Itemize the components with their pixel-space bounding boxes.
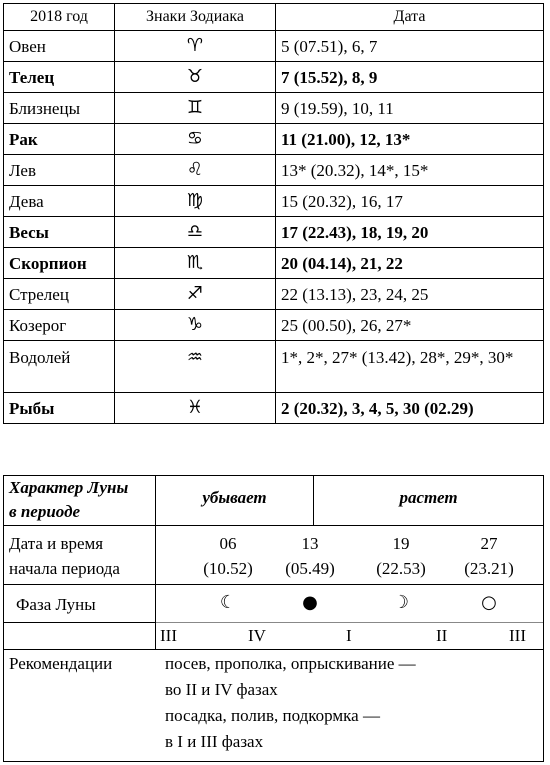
scorpio-icon: ♏	[115, 248, 276, 279]
date-label-line1: Дата и время	[9, 534, 104, 553]
period-time: (22.53)	[376, 559, 426, 578]
sign-dates: 5 (07.51), 6, 7	[276, 31, 544, 62]
leo-icon: ♌	[115, 155, 276, 186]
zodiac-table	[3, 3, 544, 424]
sign-name: Рыбы	[4, 393, 115, 424]
period-time: (23.21)	[464, 559, 514, 578]
capricorn-icon: ♑	[115, 310, 276, 341]
new-moon-icon: ●	[302, 592, 318, 613]
waxing-label: растет	[399, 488, 458, 507]
moon-character-label-line2: в периоде	[9, 502, 81, 521]
divider	[4, 525, 543, 526]
sign-name: Козерог	[4, 310, 115, 341]
waning-label: убывает	[202, 488, 267, 507]
phase-number: I	[346, 626, 352, 645]
header-signs: Знаки Зодиака	[115, 4, 276, 31]
period-day: 13	[301, 534, 319, 553]
libra-icon: ♎	[115, 217, 276, 248]
date-label-line2: начала периода	[9, 559, 120, 578]
header-date: Дата	[276, 4, 544, 31]
sign-name: Весы	[4, 217, 115, 248]
moon-character-label-line1: Характер Луны	[9, 478, 129, 497]
recommendation-line: посадка, полив, подкормка —	[165, 706, 380, 725]
sign-dates: 20 (04.14), 21, 22	[276, 248, 544, 279]
table-row	[4, 248, 544, 279]
sign-name: Водолей	[4, 341, 115, 393]
table-row	[4, 393, 544, 424]
virgo-icon: ♍	[115, 186, 276, 217]
period-day: 19	[392, 534, 410, 553]
zodiac-header-row	[4, 4, 544, 31]
sign-dates: 17 (22.43), 18, 19, 20	[276, 217, 544, 248]
pisces-icon: ♓	[115, 393, 276, 424]
sign-dates: 2 (20.32), 3, 4, 5, 30 (02.29)	[276, 393, 544, 424]
table-row	[4, 62, 544, 93]
sign-name: Телец	[4, 62, 115, 93]
phase-label: Фаза Луны	[16, 595, 96, 614]
table-row	[4, 310, 544, 341]
sign-name: Овен	[4, 31, 115, 62]
aries-icon: ♈	[115, 31, 276, 62]
sign-dates: 13* (20.32), 14*, 15*	[276, 155, 544, 186]
recommendations-label: Рекомендации	[9, 654, 113, 673]
sign-dates: 7 (15.52), 8, 9	[276, 62, 544, 93]
recommendation-line: во II и IV фазах	[165, 680, 278, 699]
sign-name: Лев	[4, 155, 115, 186]
divider	[4, 584, 543, 585]
table-row	[4, 186, 544, 217]
table-row	[4, 93, 544, 124]
phase-number: II	[436, 626, 448, 645]
period-time: (10.52)	[203, 559, 253, 578]
phase-number: III	[160, 626, 177, 645]
table-row	[4, 31, 544, 62]
table-row	[4, 124, 544, 155]
sign-dates: 9 (19.59), 10, 11	[276, 93, 544, 124]
aquarius-icon: ♒	[115, 341, 276, 393]
sign-name: Близнецы	[4, 93, 115, 124]
sign-name: Стрелец	[4, 279, 115, 310]
sign-name: Скорпион	[4, 248, 115, 279]
first-quarter-moon-icon: ☽	[392, 592, 410, 613]
sign-dates: 15 (20.32), 16, 17	[276, 186, 544, 217]
phase-number: IV	[248, 626, 266, 645]
recommendation-line: посев, прополка, опрыскивание —	[165, 654, 416, 673]
full-moon-icon: ○	[481, 592, 497, 613]
cancer-icon: ♋	[115, 124, 276, 155]
period-day: 27	[480, 534, 498, 553]
sign-name: Рак	[4, 124, 115, 155]
sign-name: Дева	[4, 186, 115, 217]
sign-dates: 25 (00.50), 26, 27*	[276, 310, 544, 341]
moon-table	[3, 475, 544, 762]
table-row	[4, 341, 544, 393]
period-time: (05.49)	[285, 559, 335, 578]
recommendation-line: в I и III фазах	[165, 732, 264, 751]
sign-dates: 1*, 2*, 27* (13.42), 28*, 29*, 30*	[276, 341, 544, 393]
divider	[4, 649, 543, 650]
phase-number: III	[509, 626, 526, 645]
last-quarter-moon-icon: ☾	[219, 592, 237, 613]
divider	[4, 622, 156, 623]
table-row	[4, 217, 544, 248]
sagittarius-icon: ♐	[115, 279, 276, 310]
period-day: 06	[219, 534, 237, 553]
table-row	[4, 279, 544, 310]
sign-dates: 22 (13.13), 23, 24, 25	[276, 279, 544, 310]
header-year: 2018 год	[4, 4, 115, 31]
gemini-icon: ♊	[115, 93, 276, 124]
sign-dates: 11 (21.00), 12, 13*	[276, 124, 544, 155]
divider	[156, 622, 543, 623]
table-row	[4, 155, 544, 186]
taurus-icon: ♉	[115, 62, 276, 93]
